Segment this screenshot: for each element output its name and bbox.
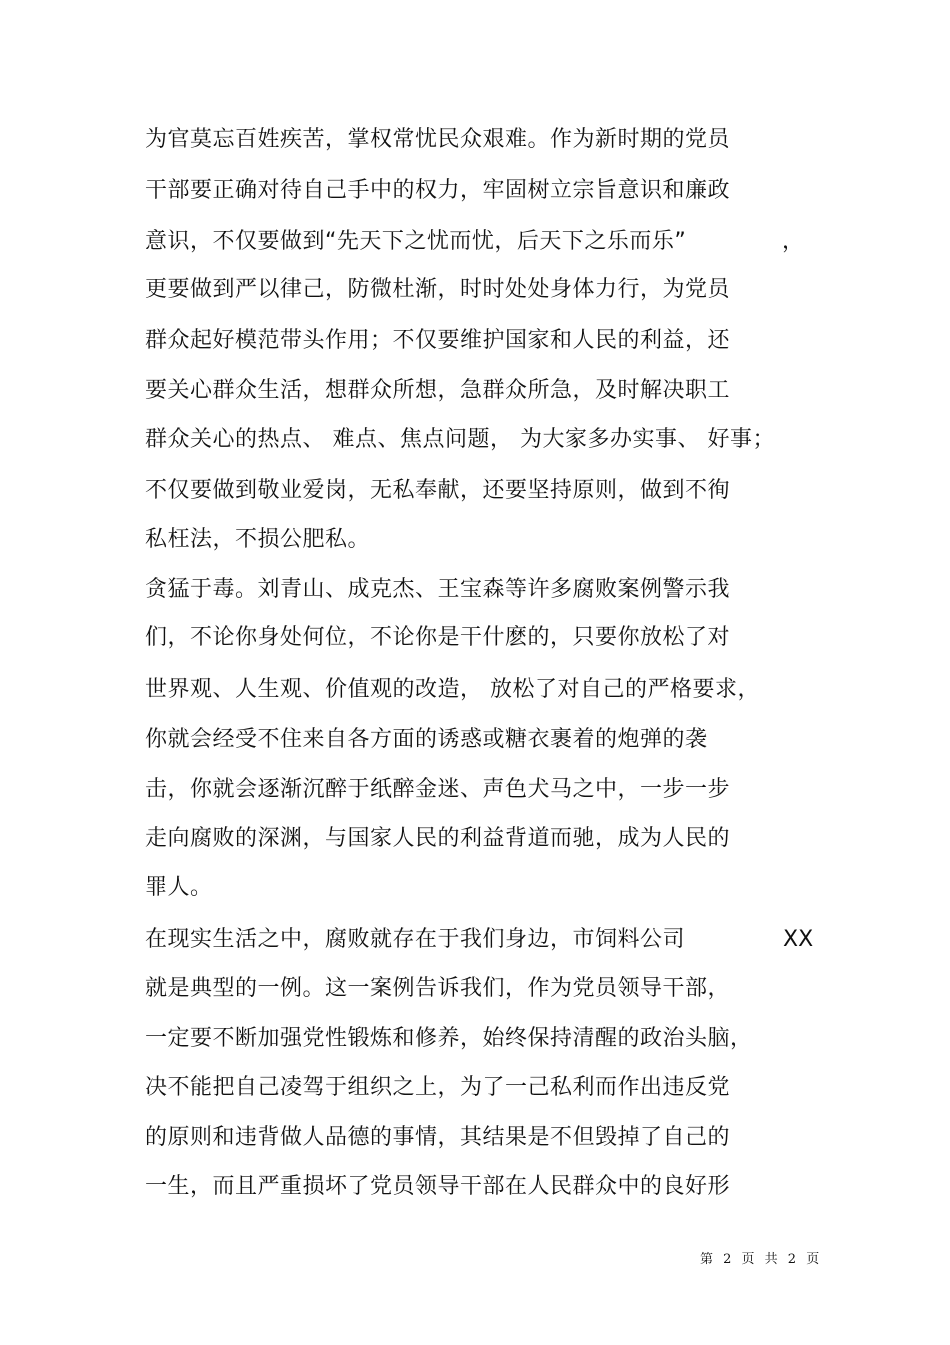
text-line: 干部要正确对待自己手中的权力，牢固树立宗旨意识和廉政: [145, 178, 731, 203]
page-number: 第 2 页 共 2 页: [700, 1252, 823, 1267]
trailing-comma: ，: [782, 229, 805, 254]
text-line: 走向腐败的深渊，与国家人民的利益背道而驰，成为人民的: [145, 826, 731, 851]
text-line: 为官莫忘百姓疾苦，掌权常忧民众艰难。作为新时期的党员: [145, 127, 731, 152]
text-line: 就是典型的一例。这一案例告诉我们，作为党员领导干部，: [145, 976, 731, 1001]
text-line: 在现实生活之中，腐败就存在于我们身边，市饲料公司: [145, 927, 686, 952]
text-line: 群众关心的热点、 难点、焦点问题， 为大家多办实事、 好事；: [145, 427, 775, 452]
text-line: 一定要不断加强党性锻炼和修养，始终保持清醒的政治头脑，: [145, 1026, 753, 1051]
text-line: 一生，而且严重损坏了党员领导干部在人民群众中的良好形: [145, 1174, 731, 1199]
text-line: 们，不论你身处何位，不论你是干什麽的，只要你放松了对: [145, 625, 731, 650]
text-line: 贪猛于毒。刘青山、成克杰、王宝森等许多腐败案例警示我: [145, 577, 731, 602]
text-line: 罪人。: [145, 875, 213, 900]
text-line: 决不能把自己凌驾于组织之上，为了一己私利而作出违反党: [145, 1075, 731, 1100]
text-line: 要关心群众生活，想群众所想，急群众所急，及时解决职工: [145, 378, 731, 403]
text-line: 不仅要做到敬业爱岗，无私奉献，还要坚持原则，做到不徇: [145, 478, 731, 503]
trailing-mark: XX: [783, 927, 814, 952]
text-line: 更要做到严以律己，防微杜渐，时时处处身体力行，为党员: [145, 277, 731, 302]
text-line: 击，你就会逐渐沉醉于纸醉金迷、声色犬马之中，一步一步: [145, 777, 731, 802]
text-line: 意识，不仅要做到“先天下之忧而忧，后天下之乐而乐”: [145, 229, 687, 254]
text-line: 的原则和违背做人品德的事情，其结果是不但毁掉了自己的: [145, 1125, 731, 1150]
text-line: 私枉法，不损公肥私。: [145, 527, 371, 552]
text-line: 你就会经受不住来自各方面的诱惑或糖衣裹着的炮弹的袭: [145, 727, 708, 752]
text-line: 世界观、人生观、价值观的改造， 放松了对自己的严格要求，: [145, 677, 760, 702]
text-line: 群众起好模范带头作用；不仅要维护国家和人民的利益，还: [145, 328, 731, 353]
